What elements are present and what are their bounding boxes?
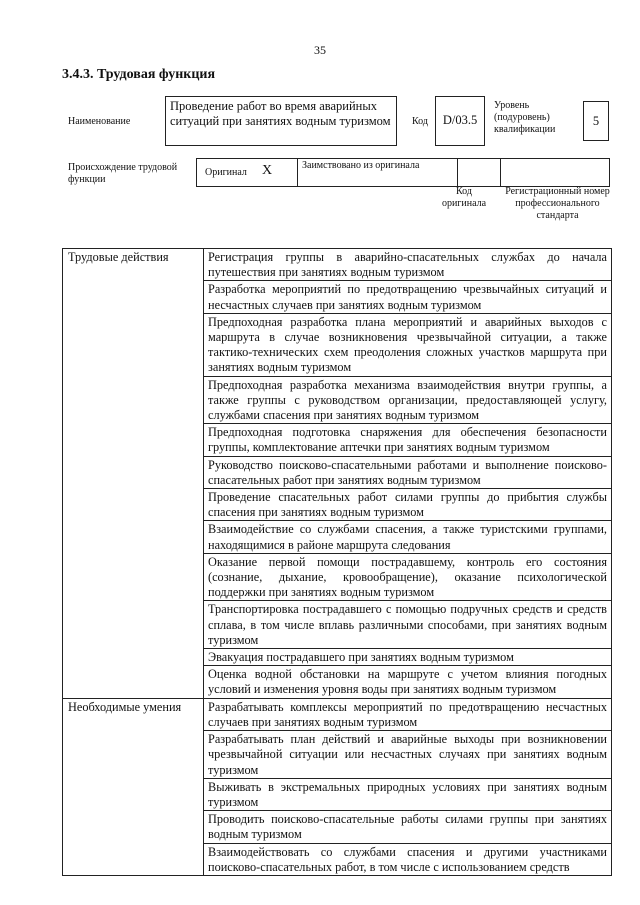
action-text: Транспортировка пострадавшего с помощью подручных средств и средств сплава, в том числе вплавь различными способами, при занятиях водным туризмом: [204, 601, 612, 649]
action-text: Предпоходная разработка механизма взаимодействия внутри группы, а также группы с руководством организации, предоставляющей услугу, службами спасения при занятиях водным туризмом: [204, 376, 612, 424]
action-text: Оказание первой помощи пострадавшему, контроль его состояния (сознание, дыхание, кровообращение), оказание психологической поддержки при занятиях водным туризмом: [204, 553, 612, 601]
skill-text: Взаимодействовать со службами спасения и другими участниками поисково-спасательных работ, в том числе с использованием средств: [204, 843, 612, 875]
action-text: Предпоходная подготовка снаряжения для обеспечения безопасности группы, комплектование аптечки при занятиях водным туризмом: [204, 424, 612, 456]
page-number: 35: [314, 43, 326, 57]
section-title: 3.4.3. Трудовая функция: [62, 67, 216, 82]
action-text: Оценка водной обстановки на маршруте с учетом влияния погодных условий и изменения уровня воды при занятиях водным туризмом: [204, 666, 612, 698]
skill-text: Разрабатывать план действий и аварийные выходы при возникновении чрезвычайной ситуации или несчастных случаях при занятиях водным туризмом: [204, 731, 612, 779]
skill-text: Разрабатывать комплексы мероприятий по предотвращению несчастных случаев при занятиях водным туризмом: [204, 698, 612, 730]
action-text: Эвакуация пострадавшего при занятиях водным туризмом: [204, 649, 612, 666]
registration-number: Регистрационный номер профессионального стандарта: [505, 186, 610, 221]
code-of-original: Код оригинала: [441, 186, 487, 209]
action-text: Разработка мероприятий по предотвращению чрезвычайных ситуаций и несчастных случаев при занятиях водным туризмом: [204, 281, 612, 313]
skill-group-label: Необходимые умения: [63, 698, 204, 875]
code-label: Код: [412, 116, 428, 127]
level-value: 5: [583, 101, 609, 141]
name-label: Наименование: [68, 116, 131, 127]
skill-row: [63, 698, 612, 730]
origin-label: Происхождение трудовой функции: [68, 162, 178, 185]
action-text: Взаимодействие со службами спасения, а также туристскими группами, находящимися в районе маршрута следования: [204, 521, 612, 553]
borrowed-label: Заимствовано из оригинала: [302, 160, 420, 171]
original-label: Оригинал: [205, 167, 247, 178]
action-text: Предпоходная разработка плана мероприятий и аварийных выходов с маршрута в случае возникновения чрезвычайной ситуации, а также тактико-технических схем преодоления сложных участков маршрута при занятиях водным туризмом: [204, 313, 612, 376]
original-mark: X: [262, 163, 273, 178]
action-text: Руководство поисково-спасательными работами и выполнение поисково-спасательных работ при занятиях водным туризмом: [204, 456, 612, 488]
labor-function-table: [62, 248, 612, 876]
action-text: Регистрация группы в аварийно-спасательных службах до начала путешествия при занятиях водным туризмом: [204, 249, 612, 281]
action-text: Проведение спасательных работ силами группы до прибытия службы спасения при занятиях водным туризмом: [204, 489, 612, 521]
name-value: Проведение работ во время аварийных ситуаций при занятиях водным туризмом: [165, 96, 397, 146]
action-row: [63, 249, 612, 281]
skill-text: Выживать в экстремальных природных условиях при занятиях водным туризмом: [204, 778, 612, 810]
action-group-label: Трудовые действия: [63, 249, 204, 699]
code-value: D/03.5: [435, 96, 485, 146]
skill-text: Проводить поисково-спасательные работы силами группы при занятиях водным туризмом: [204, 811, 612, 843]
level-label: Уровень (подуровень) квалификации: [494, 100, 556, 135]
